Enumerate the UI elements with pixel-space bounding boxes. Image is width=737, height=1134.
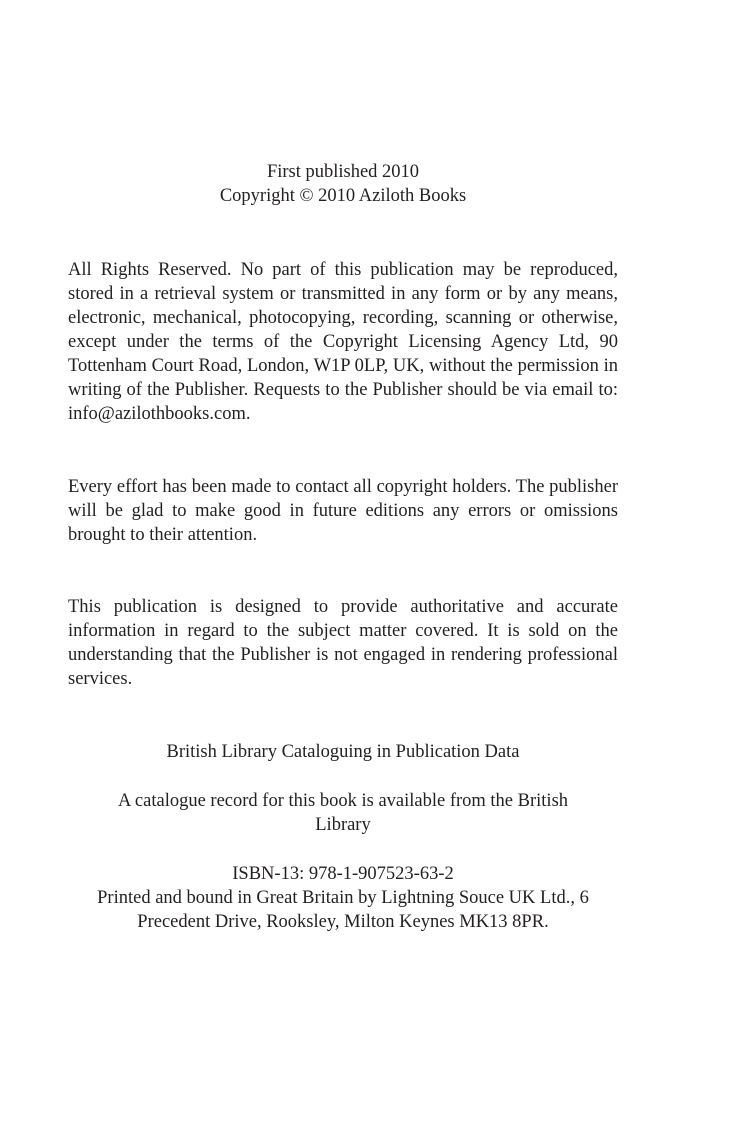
disclaimer-paragraph — [68, 595, 618, 691]
publication-header — [68, 160, 618, 208]
copyright-holders-paragraph — [68, 475, 618, 547]
isbn-line: ISBN-13: 978-1-907523-63-2 — [232, 864, 454, 884]
disclaimer-text: This publication is designed to provide authoritative and accurate information in regard to the subject matter covered. It is sold on the understanding that the Publisher is not engaged in rendering professional services. — [68, 597, 618, 689]
printed-by-line-1: Printed and bound in Great Britain by Lightning Souce UK Ltd., 6 — [97, 888, 589, 908]
first-published-line: First published 2010 — [266, 162, 420, 182]
catalogue-record-line-2: Library — [315, 815, 371, 835]
catalogue-record-block — [68, 789, 618, 837]
rights-text: All Rights Reserved. No part of this publication may be reproduced, stored in a retrieval system or transmitted in any form or by any means, electronic, mechanical, photocopying, recording, scanning or otherwise, except under the terms of the Copyright Licensing Agency Ltd, 90 Tottenham Court Road, London, W1P 0LP, UK, without the permission in writing of the Publisher. Requests to the Publisher should be via email to: info@azilothbooks.com. — [68, 260, 618, 424]
printed-by-line-2: Precedent Drive, Rooksley, Milton Keynes MK13 8PR. — [137, 912, 549, 932]
copyright-holders-text: Every effort has been made to contact all copyright holders. The publisher will be glad to make good in future editions any errors or omissions brought to their attention. — [68, 477, 618, 545]
cataloguing-heading-block — [68, 740, 618, 764]
cataloguing-heading: British Library Cataloguing in Publication Data — [166, 742, 520, 762]
catalogue-record-line-1: A catalogue record for this book is available from the British — [117, 791, 569, 811]
copyright-line: Copyright © 2010 Aziloth Books — [219, 186, 467, 206]
rights-paragraph — [68, 258, 618, 426]
printing-block — [58, 862, 628, 934]
